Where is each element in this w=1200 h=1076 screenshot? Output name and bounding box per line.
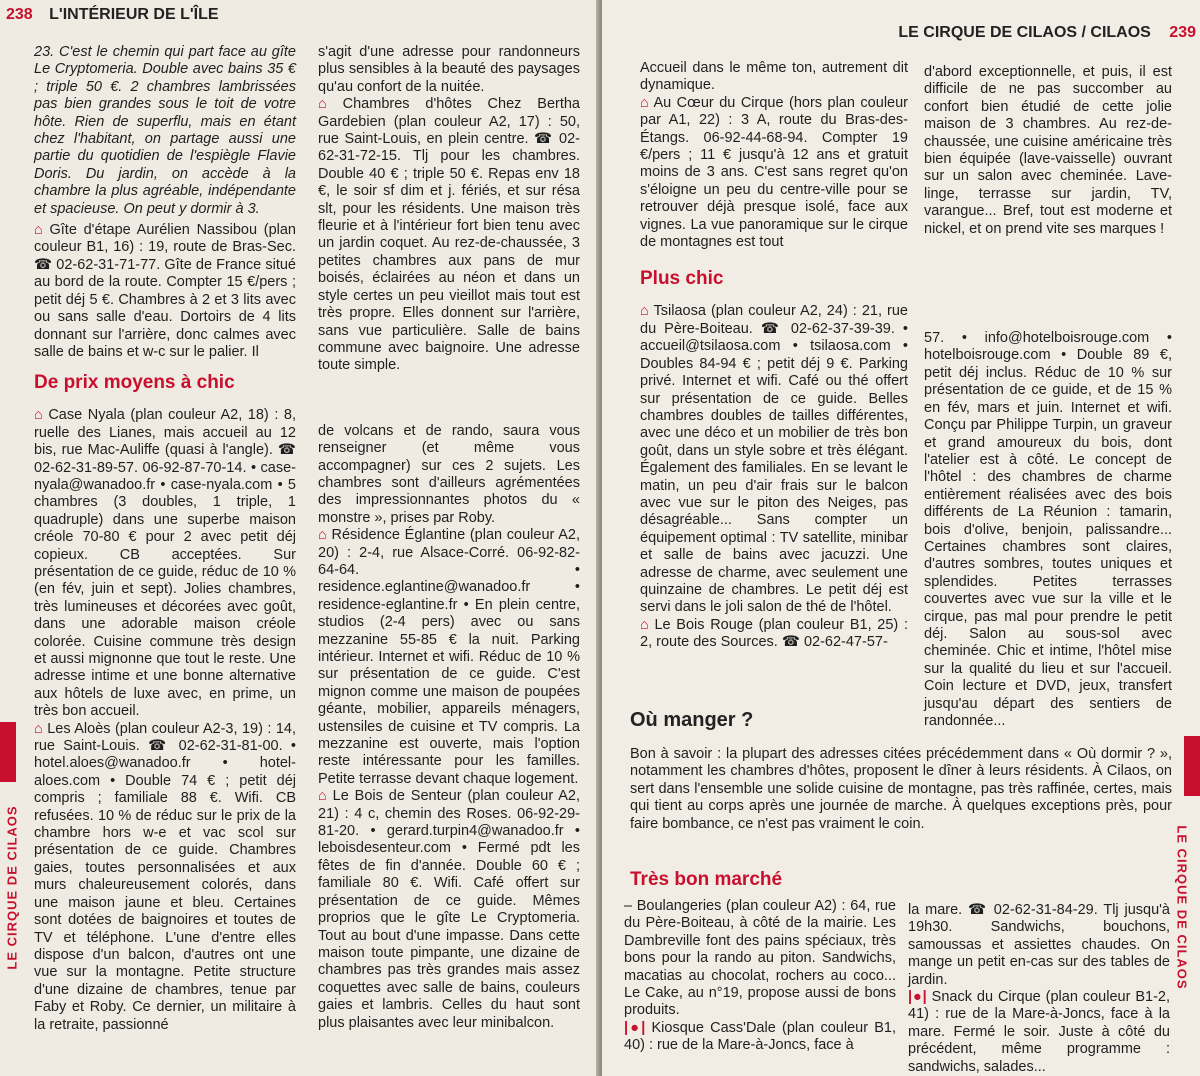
entry-eglantine — [318, 527, 580, 788]
entry-prev-tail: Accueil dans le même ton, autrement dit dynamique. — [640, 60, 908, 94]
left-page-number: 238 — [6, 6, 33, 23]
left-column-1 — [34, 44, 296, 1034]
entry-coeur-cirque — [640, 95, 908, 252]
entry-bertha — [318, 96, 580, 375]
left-page — [0, 0, 598, 1076]
entry-aloes-text: Les Aloès (plan couleur A2-3, 19) : 14, rue Saint-Louis. ☎ 02-62-31-81-00. • hotel.aloes@wanadoo.fr • hotel-aloes.com • Double 74 € ; petit déj compris ; familiale 88 €. Wifi. CB refusées. 10 % de réduc sur le prix de la chambre hors w-e et vac scol sur présentation de ce guide. Chambres gaies, toutes personnalisées et aux murs chaleureusement colorés, dans une maison jaune et bleu. Certaines sont dotées de baignoires et toutes de TV et téléphone. L'une d'entre elles dispose d'un balcon, d'autres ont une vue sur la montagne. Petite structure d'une dizaine de chambres, tenue par Faby et Roby. Ce dernier, un militaire à la retraite, passionné — [34, 720, 296, 1033]
house-icon: ⌂ — [640, 616, 649, 633]
section-title-prix-moyens: De prix moyens à chic — [34, 372, 235, 394]
right-page — [602, 0, 1200, 1076]
manger-intro: Bon à savoir : la plupart des adresses citées précédemment dans « Où dormir ? », notamment les chambres d'hôtes, proposent le dîner à leurs résidents. À Cilaos, on sert dans l'ensemble une solide cuisine de montagne, pas très raffinée, certes, mais qui tient au corps après une journée de marche. À quelques exceptions près, pour faire bombance, ce n'est pas vraiment le coin. — [630, 746, 1172, 832]
house-icon: ⌂ — [34, 407, 43, 424]
entry-case-nyala-text: Case Nyala (plan couleur A2, 18) : 8, ruelle des Lianes, mais accueil au 12 bis, rue Mac-Auliffe (quasi à l'angle). ☎ 02-62-31-89-57. 06-92-87-70-14. • case-nyala@wanadoo.fr • case-nyala.com • 5 chambres (3 doubles, 1 triple, 1 quadruple) dans une superbe maison créole 70-80 € pour 2 avec petit déj copieux. CB acceptées. Sur présentation de ce guide, réduc de 10 % (en fév, juin et sept). Jolies chambres, très lumineuses et décorées avec goût, dans une adorable maison créole colorée. Cuisine commune très design et aussi mignonne que tout le reste. Une adresse intime et une bonne alternative aux hôtels de luxe avec, en prime, un très bon accueil. — [34, 407, 296, 720]
entry-bois-senteur — [318, 788, 580, 1032]
right-side-tab — [1184, 736, 1200, 796]
house-icon: ⌂ — [34, 720, 43, 737]
entry-case-nyala — [34, 407, 296, 720]
house-icon: ⌂ — [318, 788, 327, 805]
entry-tsilaosa — [640, 303, 908, 616]
entry-coeur-cirque-tail: d'abord exceptionnelle, et puis, il est difficile de ne pas succomber au confort bien étudié de cette jolie maison de 3 chambres. Au rez-de-chaussée, une cuisine américaine très bien équipée (lave-vaisselle) ouvrant sur un salon avec cheminée. Lave-linge, terrasse sur jardin, TV, varangue... Bref, tout est moderne et nickel, et on prend vite ses marques ! — [924, 64, 1172, 237]
entry-aloes-tail: de volcans et de rando, saura vous renseigner (et même vous accompagner) sur ces 2 sujets. Les chambres sont d'ailleurs agrémentées des impressionnantes photos du « monstre », prises par Roby. — [318, 422, 580, 526]
section-title-plus-chic: Plus chic — [640, 268, 724, 290]
entry-bois-rouge — [640, 617, 908, 652]
right-column-2 — [924, 64, 1172, 730]
section-title-tres-bon-marche: Très bon marché — [630, 869, 783, 890]
right-page-number: 239 — [1169, 24, 1196, 41]
left-running-head — [6, 6, 219, 24]
left-side-tab — [0, 722, 16, 782]
entry-kiosque-text: Kiosque Cass'Dale (plan couleur B1, 40) : rue de la Mare-à-Joncs, face à — [624, 1019, 897, 1054]
entry-coeur-cirque-text: Au Cœur du Cirque (hors plan couleur par A1, 22) : 3 A, route du Bras-des-Étangs. 06-92-44-68-94. Compter 19 €/pers ; 11 € jusqu'à 12 ans et gratuit moins de 3 ans. C'est sans regret qu'on s'éloigne un peu du centre-ville pour se retrouver déjà presque isolé, face aux vignes. La vue panoramique sur le cirque de montagnes est tout — [640, 94, 908, 251]
right-column-1-bottom — [624, 898, 896, 1055]
right-running-title: LE CIRQUE DE CILAOS / CILAOS — [898, 24, 1151, 41]
right-column-2-bottom — [908, 902, 1170, 1076]
right-side-label: LE CIRQUE DE CILAOS — [1174, 825, 1190, 990]
entry-bois-rouge-text: Le Bois Rouge (plan couleur B1, 25) : 2, route des Sources. ☎ 02-62-47-57- — [640, 616, 908, 651]
entry-aloes — [34, 721, 296, 1034]
entry-bertha-text: Chambres d'hôtes Chez Bertha Gardebien (plan couleur A2, 17) : 50, rue Saint-Louis, en plein centre. ☎ 02-62-31-72-15. Tlj pour les chambres. Double 40 € ; triple 50 €. Repas env 18 €, le soir sf dim et j. fériés, et sur résa slt, pour les résidents. Une maison très fleurie et à l'intérieur fort bien tenu avec un jardin coquet. Au rez-de-chaussée, 3 petites chambres aux pans de mur boisés, éclairées au néon et dans un style certes un peu vieillot mais tout est très propre. Elles donnent sur l'arrière, sans vue particulière. Salle de bains commune avec baignoire. Une adresse toute simple. — [318, 96, 580, 374]
entry-nassibou-tail: s'agit d'une adresse pour randonneurs plus sensibles à la beauté des paysages qu'au confort de la nuitée. — [318, 44, 580, 95]
left-running-title: L'INTÉRIEUR DE L'ÎLE — [49, 6, 219, 23]
section-title-ou-manger: Où manger ? — [630, 709, 754, 731]
left-column-2 — [318, 44, 580, 1032]
house-icon: ⌂ — [640, 303, 649, 320]
entry-eglantine-text: Résidence Églantine (plan couleur A2, 20) : 2-4, rue Alsace-Corré. 06-92-82-64-64. • residence.eglantine@wanadoo.fr • residence-eglantine.fr • En plein centre, studios (2-4 pers) avec ou sans mezzanine 55-85 € la nuit. Parking intérieur. Internet et wifi. Réduc de 10 % sur présentation de ce guide. C'est mignon comme une maison de poupées géante, mobilier, appareils ménagers, ustensiles de cuisine et TV compris. La mezzanine est ouverte, mais l'option reste intéressante pour les familles. Petite terrasse devant chaque logement. — [318, 527, 580, 787]
entry-nassibou — [34, 222, 296, 361]
entry-tsilaosa-text: Tsilaosa (plan couleur A2, 24) : 21, rue du Père-Boiteau. ☎ 02-62-37-39-39. • accueil@tsilaosa.com • tsilaosa.com • Doubles 84-94 € ; petit déj 9 €. Parking privé. Internet et wifi. Café ou thé offert sur présentation de ce guide. Belles chambres doubles de tailles différentes, avec une déco et un mobilier de très bon goût, dans un style sobre et très élégant. Également des familiales. En se levant le matin, un peu d'air frais sur le balcon avec vue sur le piton des Neiges, pas désagréable... Sans compter un équipement optimal : TV satellite, minibar et salle de bains avec jacuzzi. Une adresse de charme, avec seulement une quinzaine de chambres. Le petit déj est servi dans le joli salon de thé de l'hôtel. — [640, 303, 908, 616]
entry-bois-rouge-tail: 57. • info@hotelboisrouge.com • hotelboisrouge.com • Double 89 €, petit déj inclus. Réduc de 10 % sur présentation de ce guide, et de 15 % en fév, mars et juin. Internet et wifi. Conçu par Philippe Turpin, un graveur et grand amoureux du bois, dont l'atelier est à côté. Le concept de l'hôtel : des chambres de charme entièrement réalisées avec des bois différents de La Réunion : tamarin, bois d'olive, benjoin, palissandre... Certaines chambres sont claires, d'autres sombres, toutes uniques et splendides. Petites terrasses couvertes avec vue sur la ville et le cirque, pas mal pour prendre le petit déj. Salon au sous-sol avec cheminée. Chic et intime, l'hôtel mise sur la qualité du lieu et sur l'accueil. Coin lecture et DVD, jeux, transfert jusqu'au départ des sentiers de randonnée... — [924, 330, 1172, 729]
right-running-head — [898, 24, 1196, 42]
entry-kiosque — [624, 1020, 896, 1055]
house-icon: ⌂ — [318, 96, 327, 113]
entry-cryptomeria-tail: 23. C'est le chemin qui part face au gîte Le Cryptomeria. Double avec bains 35 € ; triple 50 €. 2 chambres lambrissées pas bien grandes sous le toit de votre hôte. Rien de superflu, mais en étant chez l'habitant, on partage aussi une partie du quotidien de l'espiègle Flavie Doris. Du jardin, on accède à la chambre la plus agréable, indépendante et spacieuse. On peut y dormir à 3. — [34, 44, 296, 217]
cutlery-icon: |●| — [624, 1019, 646, 1036]
left-side-label: LE CIRQUE DE CILAOS — [4, 805, 20, 970]
house-icon: ⌂ — [34, 222, 43, 239]
entry-nassibou-text: Gîte d'étape Aurélien Nassibou (plan couleur B1, 16) : 19, route de Bras-Sec. ☎ 02-62-31-71-77. Gîte de France situé au bord de la route. Compter 15 €/pers ; petit déj 5 €. Chambres à 2 et 3 lits avec ou sans salle d'eau. Dortoirs de 4 lits donnant sur l'arrière, donc calmes avec salle de bains et w-c sur le palier. Il — [34, 222, 296, 360]
entry-boulangeries: – Boulangeries (plan couleur A2) : 64, rue du Père-Boiteau, à côté de la mairie. Les Dambreville font des pains spéciaux, très bons pour la rando au piton. Sandwichs, macatias au chocolat, rochers au coco... Le Cake, au n°19, propose aussi de bons produits. — [624, 898, 896, 1019]
cutlery-icon: |●| — [908, 989, 927, 1006]
house-icon: ⌂ — [318, 527, 327, 544]
entry-bois-senteur-text: Le Bois de Senteur (plan couleur A2, 21) : 4 c, chemin des Roses. 06-92-29-81-20. • gerard.turpin4@wanadoo.fr • leboisdesenteur.com • Fermé pdt les fêtes de fin d'année. Double 60 € ; familiale 80 €. Wifi. Café offert sur présentation de ce guide. Mêmes proprios que le gîte Le Cryptomeria. Tout au bout d'une impasse. Dans cette maison toute pimpante, une dizaine de chambres pas très grandes mais assez coquettes avec salle de bains, couleurs gaies et lambris. Celles du haut sont plus plaisantes avec leur minibalcon. — [318, 788, 580, 1031]
right-column-1 — [640, 60, 908, 652]
entry-snack-cirque — [908, 989, 1170, 1076]
entry-snack-cirque-text: Snack du Cirque (plan couleur B1-2, 41) : rue de la Mare-à-Joncs, face à la mare. Fermé le soir. Juste à côté du précédent, même programme : sandwichs, salades... — [908, 989, 1171, 1075]
house-icon: ⌂ — [640, 94, 649, 111]
entry-kiosque-tail: la mare. ☎ 02-62-31-84-29. Tlj jusqu'à 19h30. Sandwichs, bouchons, samoussas et assiettes chaudes. On mange un petit en-cas sur des tables de jardin. — [908, 902, 1170, 988]
